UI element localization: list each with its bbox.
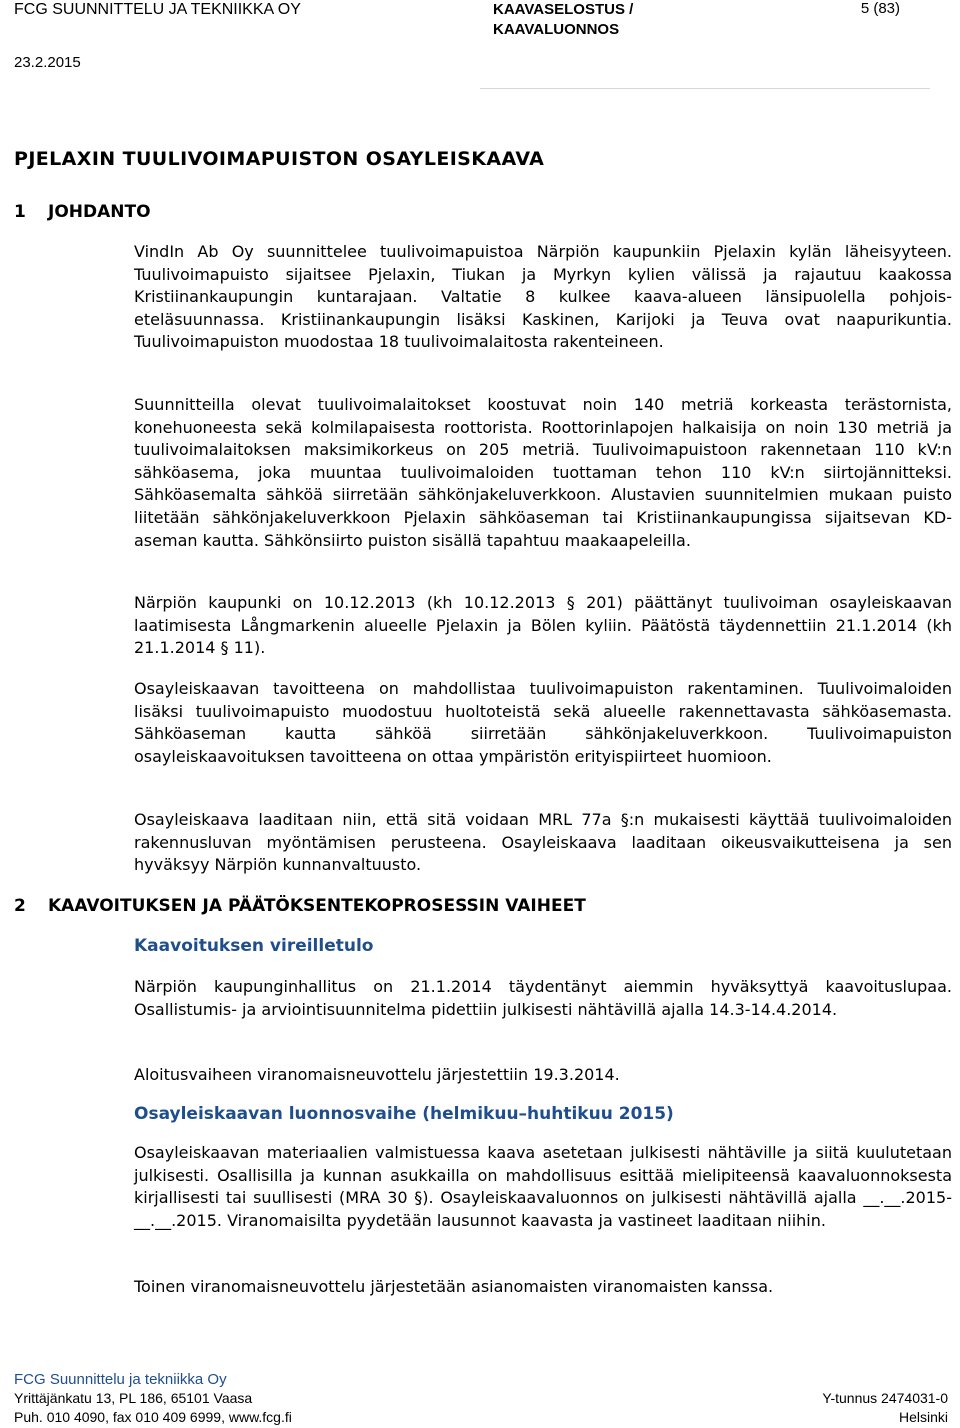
footer-contact: Puh. 010 4090, fax 010 409 6999, www.fcg.fi: [14, 1409, 292, 1425]
footer-row: [14, 1408, 954, 1427]
paragraph: Suunnitteilla olevat tuulivoimalaitokset koostuvat noin 140 metriä korkeasta terästornista, konehuoneesta sekä kolmilapaisesta roottorista. Roottorinlapojen halkaisija on noin 130 metriä ja tuulivoimalaitoksen maksimikorkeus on 205 metriä. Tuulivoimapuistoon rakennetaan 110 kV:n sähköasema, joka muuntaa tuulivoimaloiden tuottaman tehon 110 kV:n siirtojännitteksi. Sähköasemalta sähköä siirretään sähkönjakeluverkkoon. Alustavien suunnitelmien mukaan puisto liitetään sähkönjakeluverkkoon Pjelaxin sähköaseman tai Kristiinankaupungissa sijaitsevan KD-aseman kautta. Sähkönsiirto puiston sisällä tapahtuu maakaapeleilla.: [134, 395, 952, 550]
section-heading-2: [14, 896, 586, 916]
paragraph: VindIn Ab Oy suunnittelee tuulivoimapuistoa Närpiön kaupunkiin Pjelaxin kylän läheisyyteen. Tuulivoimapuisto sijaitsee Pjelaxin, Tiukan ja Myrkyn kylien välissä ja rajautuu kaakossa Kristiinankaupungin kuntarajaan. Valtatie 8 kulkee kaava-alueen länsipuolella pohjois-eteläsuunnassa. Kristiinankaupungin lisäksi Kaskinen, Karijoki ja Teuva ovat naapurikuntia. Tuulivoimapuiston muodostaa 18 tuulivoimalaitosta rakenteineen.: [134, 242, 952, 352]
header-doc-type-line2: KAAVALUONNOS: [493, 21, 620, 38]
footer-city: Helsinki: [898, 1409, 948, 1425]
header-divider: [480, 88, 930, 89]
page-header: [0, 0, 960, 90]
section-number: 2: [14, 896, 26, 916]
section-number: 1: [14, 202, 26, 222]
header-page-number: 5 (83): [860, 0, 900, 17]
page-footer: [14, 1370, 954, 1427]
header-company: FCG SUUNNITTELU JA TEKNIIKKA OY: [14, 1, 301, 18]
section-title: KAAVOITUKSEN JA PÄÄTÖKSENTEKOPROSESSIN VAIHEET: [48, 896, 586, 916]
paragraph: Närpiön kaupunki on 10.12.2013 (kh 10.12.2013 § 201) päättänyt tuulivoiman osayleiskaavan laatimisesta Långmarkenin alueelle Pjelaxin ja Bölen kyliin. Päätöstä täydennettiin 21.1.2014 (kh 21.1.2014 § 11).: [134, 593, 952, 658]
paragraph: Osayleiskaava laaditaan niin, että sitä voidaan MRL 77a §:n mukaisesti käyttää tuulivoimaloiden rakennusluvan myöntämisen perusteena. Osayleiskaava laaditaan oikeusvaikutteisena ja sen hyväksyy Närpiön kunnanvaltuusto.: [134, 810, 952, 875]
footer-address: Yrittäjänkatu 13, PL 186, 65101 Vaasa: [14, 1390, 253, 1406]
section-title: JOHDANTO: [48, 202, 151, 222]
footer-company: FCG Suunnittelu ja tekniikka Oy: [14, 1371, 227, 1388]
paragraph: Osayleiskaavan materiaalien valmistuessa kaava asetetaan julkisesti nähtäville ja siitä kuulutetaan julkisesti. Osallisilla ja kunnan asukkailla on mahdollisuus esittää mielipiteensä kaavaluonnoksesta kirjallisesti tai suullisesti (MRA 30 §). Osayleiskaavaluonnos on julkisesti nähtävillä ajalla __.__.2015-__.__.2015. Viranomaisilta pyydetään lausunnot kaavasta ja vastineet laaditaan niihin.: [134, 1143, 952, 1230]
footer-business-id: Y-tunnus 2474031-0: [822, 1390, 948, 1406]
paragraph: Osayleiskaavan tavoitteena on mahdollistaa tuulivoimapuiston rakentaminen. Tuulivoimaloiden lisäksi tuulivoimapuisto muodostuu huoltoteistä sekä alueelle rakennettavasta sähköasemasta. Sähköaseman kautta sähköä siirretään sähkönjakeluverkkoon. Tuulivoimapuiston osayleiskaavoituksen tavoitteena on ottaa ympäristön erityispiirteet huomioon.: [134, 679, 952, 766]
paragraph: Aloitusvaiheen viranomaisneuvottelu järjestettiin 19.3.2014.: [134, 1065, 620, 1084]
paragraph: Närpiön kaupunginhallitus on 21.1.2014 täydentänyt aiemmin hyväksyttyä kaavoituslupaa. Osallistumis- ja arviointisuunnitelma pidettiin julkisesti nähtävillä ajalla 14.3-14.4.2014.: [134, 977, 952, 1019]
header-doc-type: [493, 0, 633, 40]
header-date: 23.2.2015: [14, 54, 81, 71]
document-title: PJELAXIN TUULIVOIMAPUISTON OSAYLEISKAAVA: [14, 148, 545, 170]
section-heading-1: [14, 202, 151, 222]
subsection-heading: Kaavoituksen vireilletulo: [134, 936, 374, 956]
paragraph: Toinen viranomaisneuvottelu järjestetään asianomaisten viranomaisten kanssa.: [134, 1277, 774, 1296]
header-doc-type-line1: KAAVASELOSTUS /: [493, 1, 634, 18]
subsection-heading: Osayleiskaavan luonnosvaihe (helmikuu–huhtikuu 2015): [134, 1104, 674, 1124]
footer-row: [14, 1389, 954, 1408]
